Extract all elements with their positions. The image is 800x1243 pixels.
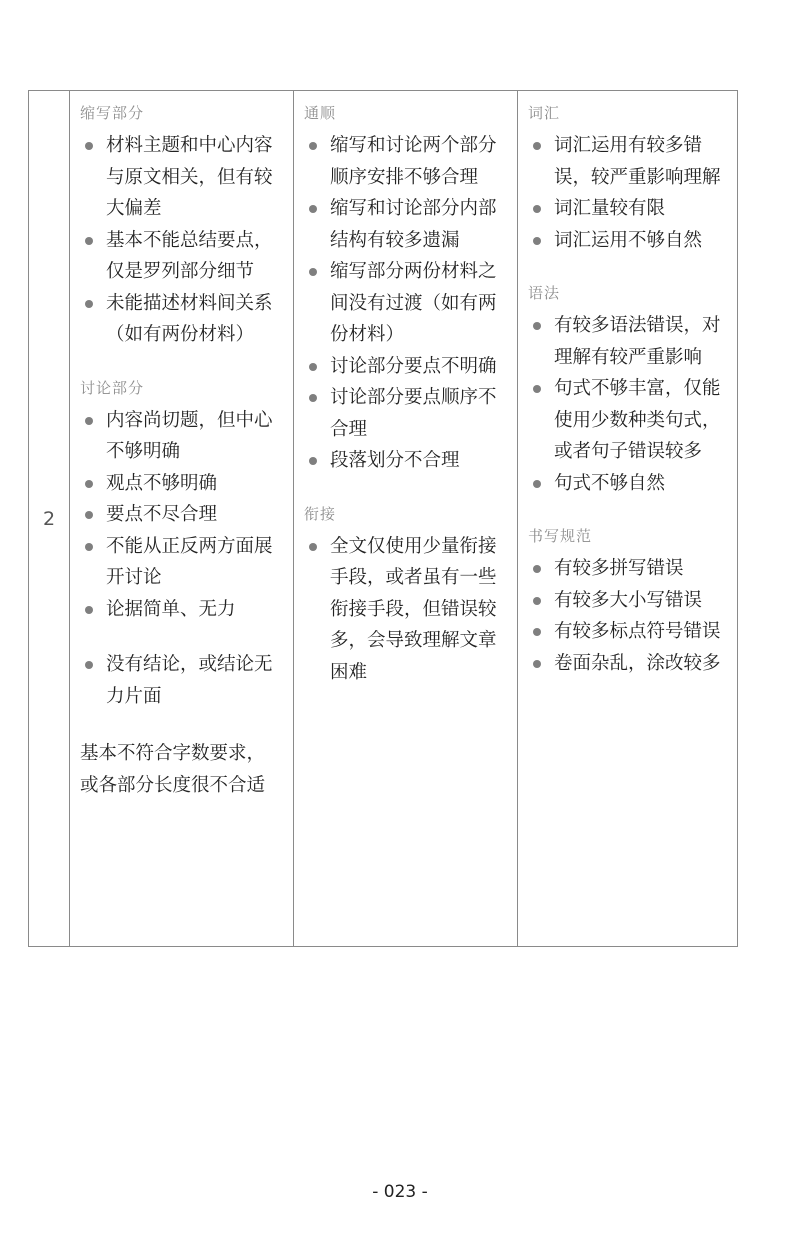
content-column (70, 91, 293, 946)
list-item: 基本不能总结要点，仅是罗列部分细节 (80, 225, 283, 288)
language-column (518, 91, 738, 946)
list-item: 词汇量较有限 (528, 193, 728, 225)
vocabulary-list (528, 130, 728, 256)
list-item: 内容尚切题，但中心不够明确 (80, 405, 283, 468)
list-item: 缩写和讨论部分内部结构有较多遗漏 (304, 193, 507, 256)
list-item: 讨论部分要点顺序不合理 (304, 382, 507, 445)
list-item: 词汇运用有较多错误，较严重影响理解 (528, 130, 728, 193)
list-item: 缩写部分两份材料之间没有过渡（如有两份材料） (304, 256, 507, 351)
cohesion-list (304, 531, 507, 689)
list-item: 观点不够明确 (80, 468, 283, 500)
list-item: 段落划分不合理 (304, 445, 507, 477)
word-count-note: 基本不符合字数要求，或各部分长度很不合适 (80, 743, 266, 796)
list-item: 有较多标点符号错误 (528, 616, 728, 648)
list-item: 讨论部分要点不明确 (304, 351, 507, 383)
rubric-table (28, 90, 738, 947)
writing-heading: 书写规范 (528, 527, 593, 545)
summary-heading: 缩写部分 (80, 104, 145, 122)
summary-list (80, 130, 283, 351)
list-item: 句式不够丰富，仅能使用少数种类句式，或者句子错误较多 (528, 373, 728, 468)
discussion-heading: 讨论部分 (80, 378, 145, 397)
page-number: - 023 - (372, 1182, 428, 1202)
list-item: 不能从正反两方面展开讨论 (80, 531, 283, 594)
list-item: 词汇运用不够自然 (528, 225, 728, 257)
grammar-heading: 语法 (528, 284, 561, 302)
list-item: 缩写和讨论两个部分顺序安排不够合理 (304, 130, 507, 193)
list-item: 论据简单、无力 (80, 594, 283, 626)
list-item: 全文仅使用少量衔接手段，或者虽有一些衔接手段，但错误较多，会导致理解文章困难 (304, 531, 507, 689)
score-level: 2 (42, 507, 56, 530)
list-item: 未能描述材料间关系（如有两份材料） (80, 288, 283, 351)
cohesion-heading: 衔接 (304, 504, 337, 523)
list-item: 有较多拼写错误 (528, 553, 728, 585)
list-item: 有较多大小写错误 (528, 585, 728, 617)
list-item: 卷面杂乱，涂改较多 (528, 648, 728, 680)
fluency-heading: 通顺 (304, 104, 337, 122)
list-item: 要点不尽合理 (80, 499, 283, 531)
list-item: 有较多语法错误，对理解有较严重影响 (528, 310, 728, 373)
list-item: 材料主题和中心内容与原文相关，但有较大偏差 (80, 130, 283, 225)
grammar-list (528, 310, 728, 499)
fluency-list (304, 130, 507, 477)
list-item: 句式不够自然 (528, 468, 728, 500)
discussion-list (80, 405, 283, 713)
list-item: 没有结论，或结论无力片面 (80, 649, 283, 712)
vocabulary-heading: 词汇 (528, 104, 561, 122)
writing-list (528, 553, 728, 679)
organization-column (294, 91, 517, 946)
